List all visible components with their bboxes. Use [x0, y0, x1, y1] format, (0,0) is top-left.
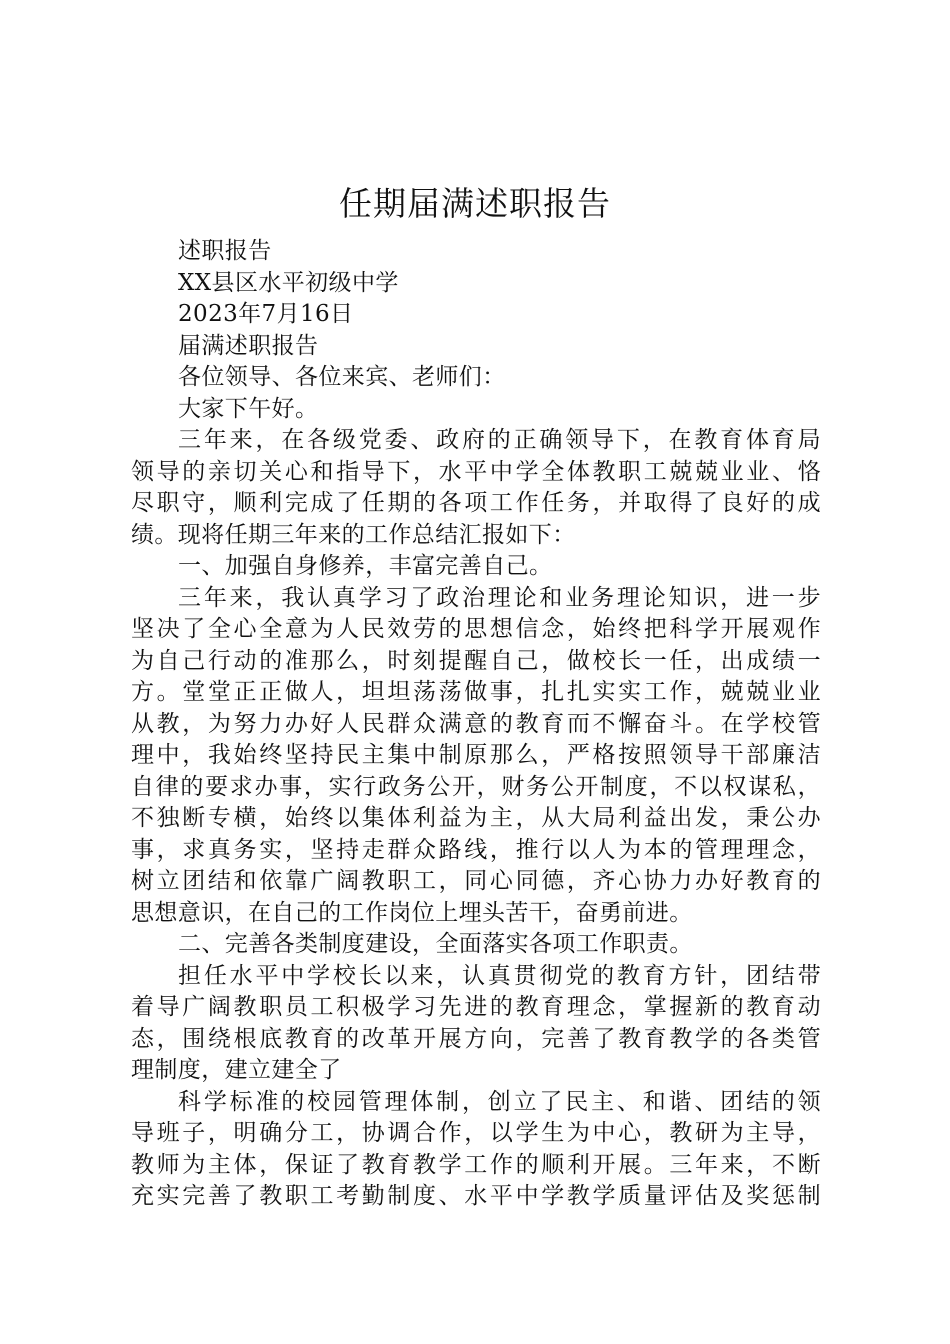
- body-line: 各位领导、各位来宾、老师们：: [178, 364, 506, 390]
- body-line: 一、加强自身修养，丰富完善自己。: [178, 553, 553, 579]
- body-line: 担任水平中学校长以来，认真贯彻党的教育方针，团结带: [178, 962, 821, 989]
- body-line: 着导广阔教职员工积极学习先进的教育理念，掌握新的教育动: [131, 994, 821, 1020]
- body-line: 尽职守，顺利完成了任期的各项工作任务，并取得了良好的成: [131, 490, 821, 516]
- body-line: 方。堂堂正正做人，坦坦荡荡做事，扎扎实实工作，兢兢业业: [131, 679, 821, 705]
- body-line: 充实完善了教职工考勤制度、水平中学教学质量评估及奖惩制: [131, 1183, 821, 1209]
- body-line: 自律的要求办事，实行政务公开，财务公开制度，不以权谋私，: [131, 773, 821, 800]
- body-line: 教师为主体，保证了教育教学工作的顺利开展。三年来，不断: [131, 1151, 821, 1178]
- body-line: 态，围绕根底教育的改革开展方向，完善了教育教学的各类管: [131, 1025, 821, 1052]
- body-line: 三年来，我认真学习了政治理论和业务理论知识，进一步: [178, 584, 821, 611]
- body-line: 坚决了全心全意为人民效劳的思想信念，始终把科学开展观作: [131, 616, 821, 642]
- body-line: 从教，为努力办好人民群众满意的教育而不懈奋斗。在学校管: [131, 710, 821, 737]
- body-line: 2023年7月16日: [178, 301, 354, 327]
- body-line: 绩。现将任期三年来的工作总结汇报如下：: [131, 521, 576, 548]
- body-line: 科学标准的校园管理体制，创立了民主、和谐、团结的领: [178, 1088, 821, 1115]
- body-line: 理中，我始终坚持民主集中制原那么，严格按照领导干部廉洁: [131, 742, 821, 768]
- body-line: 届满述职报告: [178, 332, 319, 359]
- body-line: 不独断专横，始终以集体利益为主，从大局利益出发，秉公办: [131, 805, 821, 831]
- body-line: 树立团结和依靠广阔教职工，同心同德，齐心协力办好教育的: [131, 868, 821, 894]
- body-line: 事，求真务实，坚持走群众路线，推行以人为本的管理理念，: [131, 836, 821, 863]
- body-line: 为自己行动的准那么，时刻提醒自己，做校长一任，出成绩一: [131, 647, 821, 674]
- body-line: 导班子，明确分工，协调合作，以学生为中心，教研为主导，: [131, 1120, 821, 1146]
- body-line: 大家下午好。: [178, 395, 319, 422]
- document-body: [131, 236, 821, 1213]
- body-line: XX县区水平初级中学: [178, 269, 399, 296]
- body-line: 述职报告: [178, 238, 272, 264]
- document-title: 任期届满述职报告: [339, 184, 611, 223]
- body-line: 二、完善各类制度建设，全面落实各项工作职责。: [178, 931, 693, 957]
- body-line: 三年来，在各级党委、政府的正确领导下，在教育体育局: [178, 427, 821, 453]
- body-line: 领导的亲切关心和指导下，水平中学全体教职工兢兢业业、恪: [131, 458, 821, 485]
- body-line: 思想意识，在自己的工作岗位上埋头苦干，奋勇前进。: [131, 899, 693, 926]
- body-line: 理制度，建立建全了: [131, 1057, 342, 1083]
